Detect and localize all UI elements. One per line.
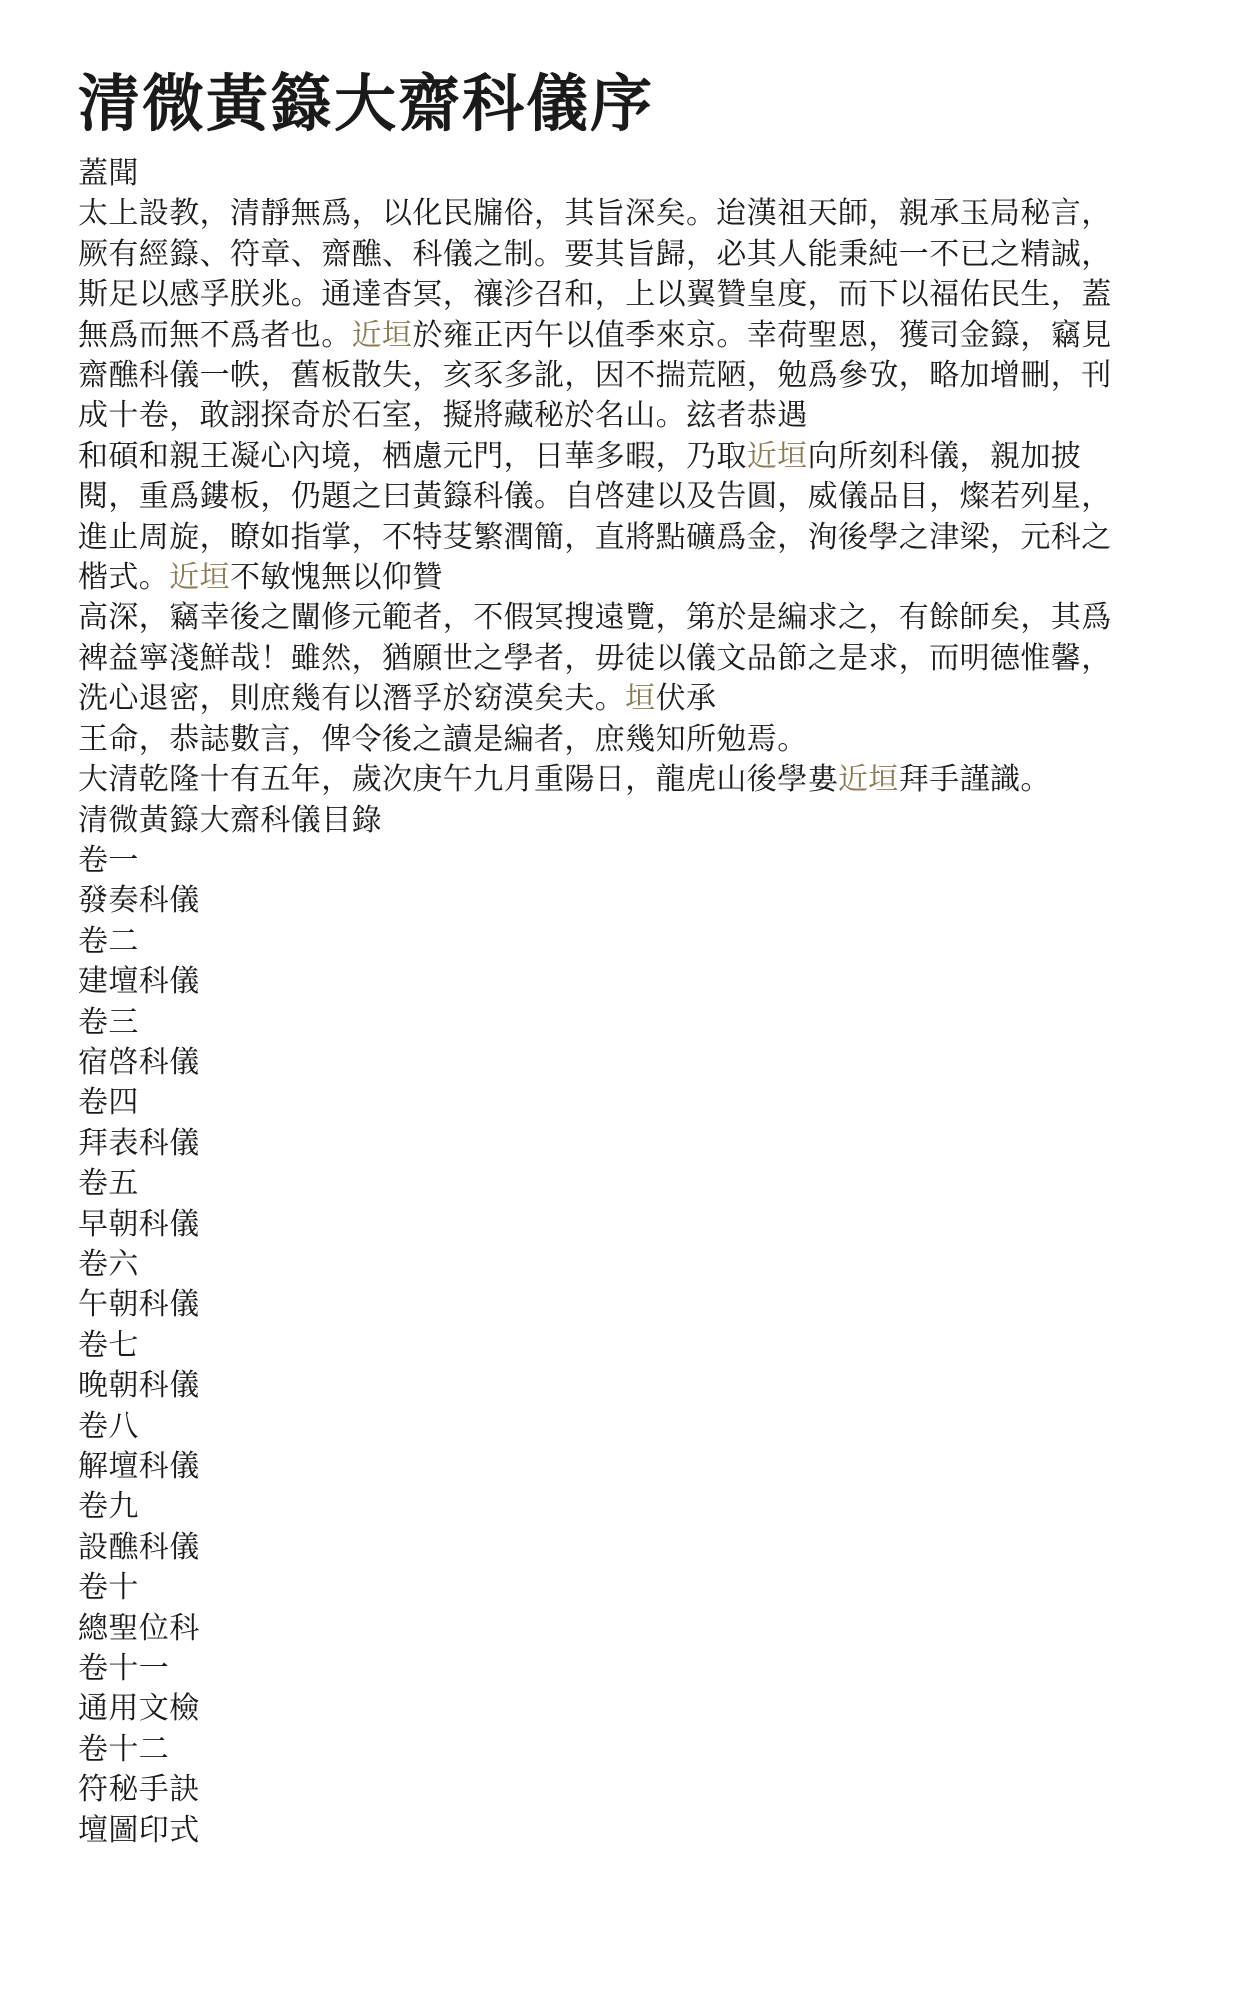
text-segment: 閱，重爲鏤板，仍題之曰黃籙科儀。自啓建以及告圓，威儀品目，燦若列星，	[78, 479, 1112, 515]
toc-item: 解壇科儀	[78, 1449, 200, 1484]
preface-line	[78, 356, 1184, 396]
preface-line	[78, 558, 1184, 598]
preface-line	[78, 518, 1184, 558]
toc-item: 卷二	[78, 923, 139, 959]
preface-line	[78, 598, 1184, 638]
author-name-highlight: 近垣	[838, 762, 899, 798]
preface-line	[78, 316, 1184, 356]
text-segment: 厥有經籙、符章、齋醮、科儀之制。要其旨歸，必其人能秉純一不已之精誠，	[78, 236, 1112, 272]
toc-item: 早朝科儀	[78, 1206, 200, 1242]
text-segment: 斯足以感孚朕兆。通達杳冥，禳沴召和，上以翼贊皇度，而下以福佑民生，蓋	[78, 277, 1112, 313]
text-segment: 蓋聞	[78, 156, 139, 191]
text-segment: 拜手謹識。	[898, 762, 1051, 798]
toc-item: 建壇科儀	[78, 964, 200, 1000]
toc-item: 卷十	[78, 1570, 139, 1606]
toc-item: 卷八	[78, 1408, 139, 1444]
toc-item: 壇圖印式	[78, 1812, 200, 1848]
text-segment: 高深，竊幸後之闡修元範者，不假冥搜遠覽，第於是編求之，有餘師矣，其爲	[78, 600, 1112, 636]
text-segment: 楷式。	[78, 560, 170, 596]
table-of-contents	[78, 801, 1184, 1852]
preface-line	[78, 154, 1184, 194]
toc-item: 設醮科儀	[78, 1529, 200, 1565]
toc-item: 拜表科儀	[78, 1125, 200, 1161]
text-segment: 王命，恭誌數言，俾令後之讀是編者，庶幾知所勉焉。	[78, 721, 808, 757]
author-name-highlight: 近垣	[351, 317, 413, 353]
preface-line	[78, 760, 1184, 800]
toc-item: 卷五	[78, 1166, 139, 1202]
author-name-highlight: 近垣	[746, 438, 808, 474]
toc-item: 午朝科儀	[78, 1287, 200, 1323]
text-segment: 無爲而無不爲者也。	[78, 317, 352, 353]
toc-item: 卷三	[78, 1004, 139, 1040]
toc-item: 符秘手訣	[78, 1772, 200, 1808]
toc-item: 通用文檢	[78, 1691, 200, 1727]
preface-line	[78, 720, 1184, 760]
author-name-highlight: 垣	[625, 681, 656, 717]
toc-item: 卷一	[78, 842, 139, 878]
toc-item: 卷九	[78, 1489, 139, 1525]
toc-item: 卷四	[78, 1085, 139, 1121]
preface-line	[78, 235, 1184, 275]
page-title: 清微黃籙大齋科儀序	[78, 67, 655, 140]
preface-line	[78, 437, 1184, 477]
text-segment: 不敏愧無以仰贊	[230, 560, 443, 596]
text-segment: 裨益寧淺鮮哉！雖然，猶願世之學者，毋徒以儀文品節之是求，而明德惟馨，	[78, 640, 1112, 676]
toc-item: 宿啓科儀	[78, 1044, 200, 1080]
author-name-highlight: 近垣	[169, 560, 231, 596]
preface-line	[78, 275, 1184, 315]
text-segment: 齋醮科儀一帙，舊板散失，亥豕多訛，因不揣荒陋，勉爲參攷，略加增刪，刊	[78, 358, 1112, 394]
toc-item: 卷七	[78, 1327, 139, 1363]
text-segment: 成十卷，敢詡探奇於石室，擬將藏秘於名山。玆者恭遇	[78, 398, 808, 434]
preface-line	[78, 639, 1184, 679]
toc-item: 卷十一	[78, 1651, 170, 1687]
preface-line	[78, 679, 1184, 719]
preface-text	[78, 154, 1184, 801]
text-segment: 於雍正丙午以值季來京。幸荷聖恩，獲司金籙，竊見	[412, 317, 1112, 353]
toc-item: 卷十二	[78, 1731, 170, 1767]
text-segment: 大清乾隆十有五年，歲次庚午九月重陽日，龍虎山後學婁	[78, 762, 838, 798]
toc-item: 總聖位科	[78, 1610, 200, 1646]
text-segment: 太上設教，清靜無爲，以化民牖俗，其旨深矣。迨漢祖天師，親承玉局秘言，	[78, 196, 1112, 232]
text-segment: 洗心退密，則庶幾有以潛孚於窈漠矣夫。	[78, 681, 626, 717]
toc-item: 發奏科儀	[78, 883, 200, 919]
preface-line	[78, 194, 1184, 234]
toc-item: 卷六	[78, 1246, 139, 1282]
text-segment: 伏承	[655, 681, 717, 717]
text-segment: 和碩和親王凝心內境，栖慮元門，日華多暇，乃取	[78, 438, 747, 474]
toc-heading: 清微黃籙大齋科儀目錄	[78, 802, 382, 838]
text-segment: 向所刻科儀，親加披	[807, 438, 1082, 474]
preface-line	[78, 396, 1184, 436]
toc-item: 晚朝科儀	[78, 1368, 200, 1404]
preface-line	[78, 477, 1184, 517]
text-segment: 進止周旋，瞭如指掌，不特芟繁潤簡，直將點礦爲金，洵後學之津梁，元科之	[78, 519, 1112, 555]
